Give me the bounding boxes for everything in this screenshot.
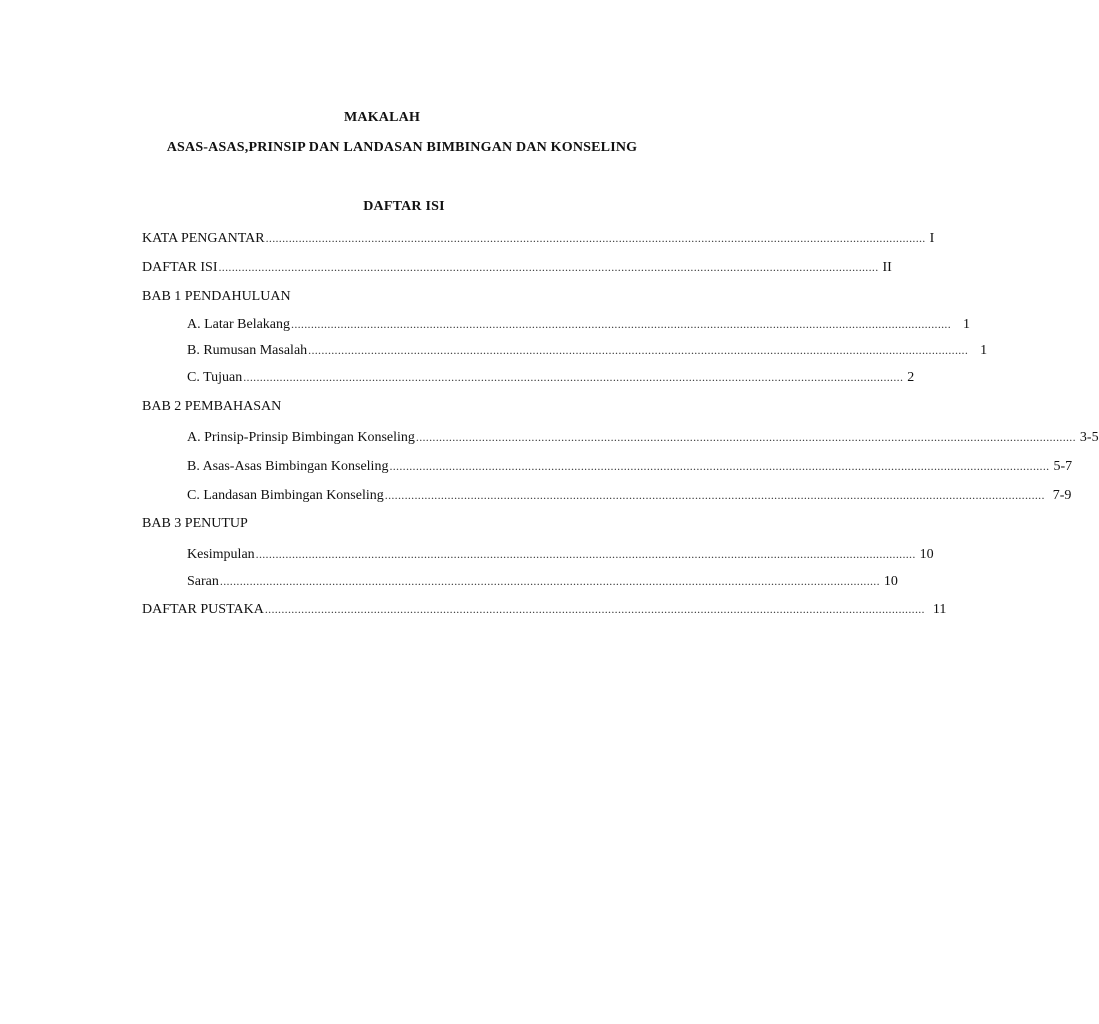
toc-entry-label: KATA PENGANTAR xyxy=(142,231,265,246)
dot-leader: ........................................................................................................................................................................................................ xyxy=(243,370,904,384)
toc-entry-page: 11 xyxy=(932,602,947,617)
toc-entry-label: B. Rumusan Masalah xyxy=(187,343,308,358)
toc-entry-label: C. Tujuan xyxy=(187,370,243,385)
dot-leader: ........................................................................................................................................................................................................ xyxy=(308,343,969,357)
toc-chapter-bab3: BAB 3 PENUTUP xyxy=(142,516,248,531)
toc-entry-saran xyxy=(187,572,898,590)
toc-chapter-bab2: BAB 2 PEMBAHASAN xyxy=(142,399,282,414)
toc-entry-prinsip xyxy=(187,428,1099,446)
toc-entry-page: II xyxy=(882,260,892,275)
toc-entry-kesimpulan xyxy=(187,545,934,563)
toc-entry-daftar-pustaka xyxy=(142,600,947,618)
dot-leader: ........................................................................................................................................................................................................ xyxy=(384,488,1045,502)
toc-entry-page: 10 xyxy=(883,574,898,589)
dot-leader: ........................................................................................................................................................................................................ xyxy=(389,459,1050,473)
toc-entry-label: A. Prinsip-Prinsip Bimbingan Konseling xyxy=(187,430,415,445)
dot-leader: ........................................................................................................................................................................................................ xyxy=(255,547,916,561)
dot-leader: ........................................................................................................................................................................................................ xyxy=(264,602,925,616)
toc-entry-label: DAFTAR PUSTAKA xyxy=(142,602,264,617)
dot-leader: ........................................................................................................................................................................................................ xyxy=(291,317,952,331)
toc-entry-page: 3-5 xyxy=(1079,430,1099,445)
toc-entry-kata-pengantar xyxy=(142,229,935,247)
document-title: ASAS-ASAS,PRINSIP DAN LANDASAN BIMBINGAN DAN KONSELING xyxy=(166,140,638,155)
toc-entry-page: I xyxy=(929,231,935,246)
toc-entry-page: 7-9 xyxy=(1052,488,1072,503)
toc-entry-tujuan xyxy=(187,368,915,386)
toc-heading: DAFTAR ISI xyxy=(363,199,445,214)
toc-entry-daftar-isi xyxy=(142,258,892,276)
toc-entry-label: Kesimpulan xyxy=(187,547,255,562)
toc-entry-rumusan-masalah xyxy=(187,341,988,359)
toc-entry-latar-belakang xyxy=(187,315,971,333)
toc-entry-landasan xyxy=(187,486,1072,504)
toc-entry-label: Saran xyxy=(187,574,219,589)
dot-leader: ........................................................................................................................................................................................................ xyxy=(415,430,1076,444)
dot-leader: ........................................................................................................................................................................................................ xyxy=(218,260,879,274)
dot-leader: ........................................................................................................................................................................................................ xyxy=(265,231,926,245)
toc-entry-label: B. Asas-Asas Bimbingan Konseling xyxy=(187,459,389,474)
toc-entry-label: A. Latar Belakang xyxy=(187,317,291,332)
toc-entry-label: C. Landasan Bimbingan Konseling xyxy=(187,488,384,503)
toc-entry-page: 10 xyxy=(919,547,934,562)
toc-chapter-bab1: BAB 1 PENDAHULUAN xyxy=(142,289,291,304)
toc-entry-label: DAFTAR ISI xyxy=(142,260,218,275)
doc-type-heading: MAKALAH xyxy=(343,110,421,125)
toc-entry-page: 2 xyxy=(907,370,915,385)
dot-leader: ........................................................................................................................................................................................................ xyxy=(219,574,880,588)
toc-entry-page: 1 xyxy=(980,343,988,358)
toc-entry-page: 5-7 xyxy=(1053,459,1073,474)
toc-entry-page: 1 xyxy=(963,317,971,332)
toc-entry-asas xyxy=(187,457,1073,475)
